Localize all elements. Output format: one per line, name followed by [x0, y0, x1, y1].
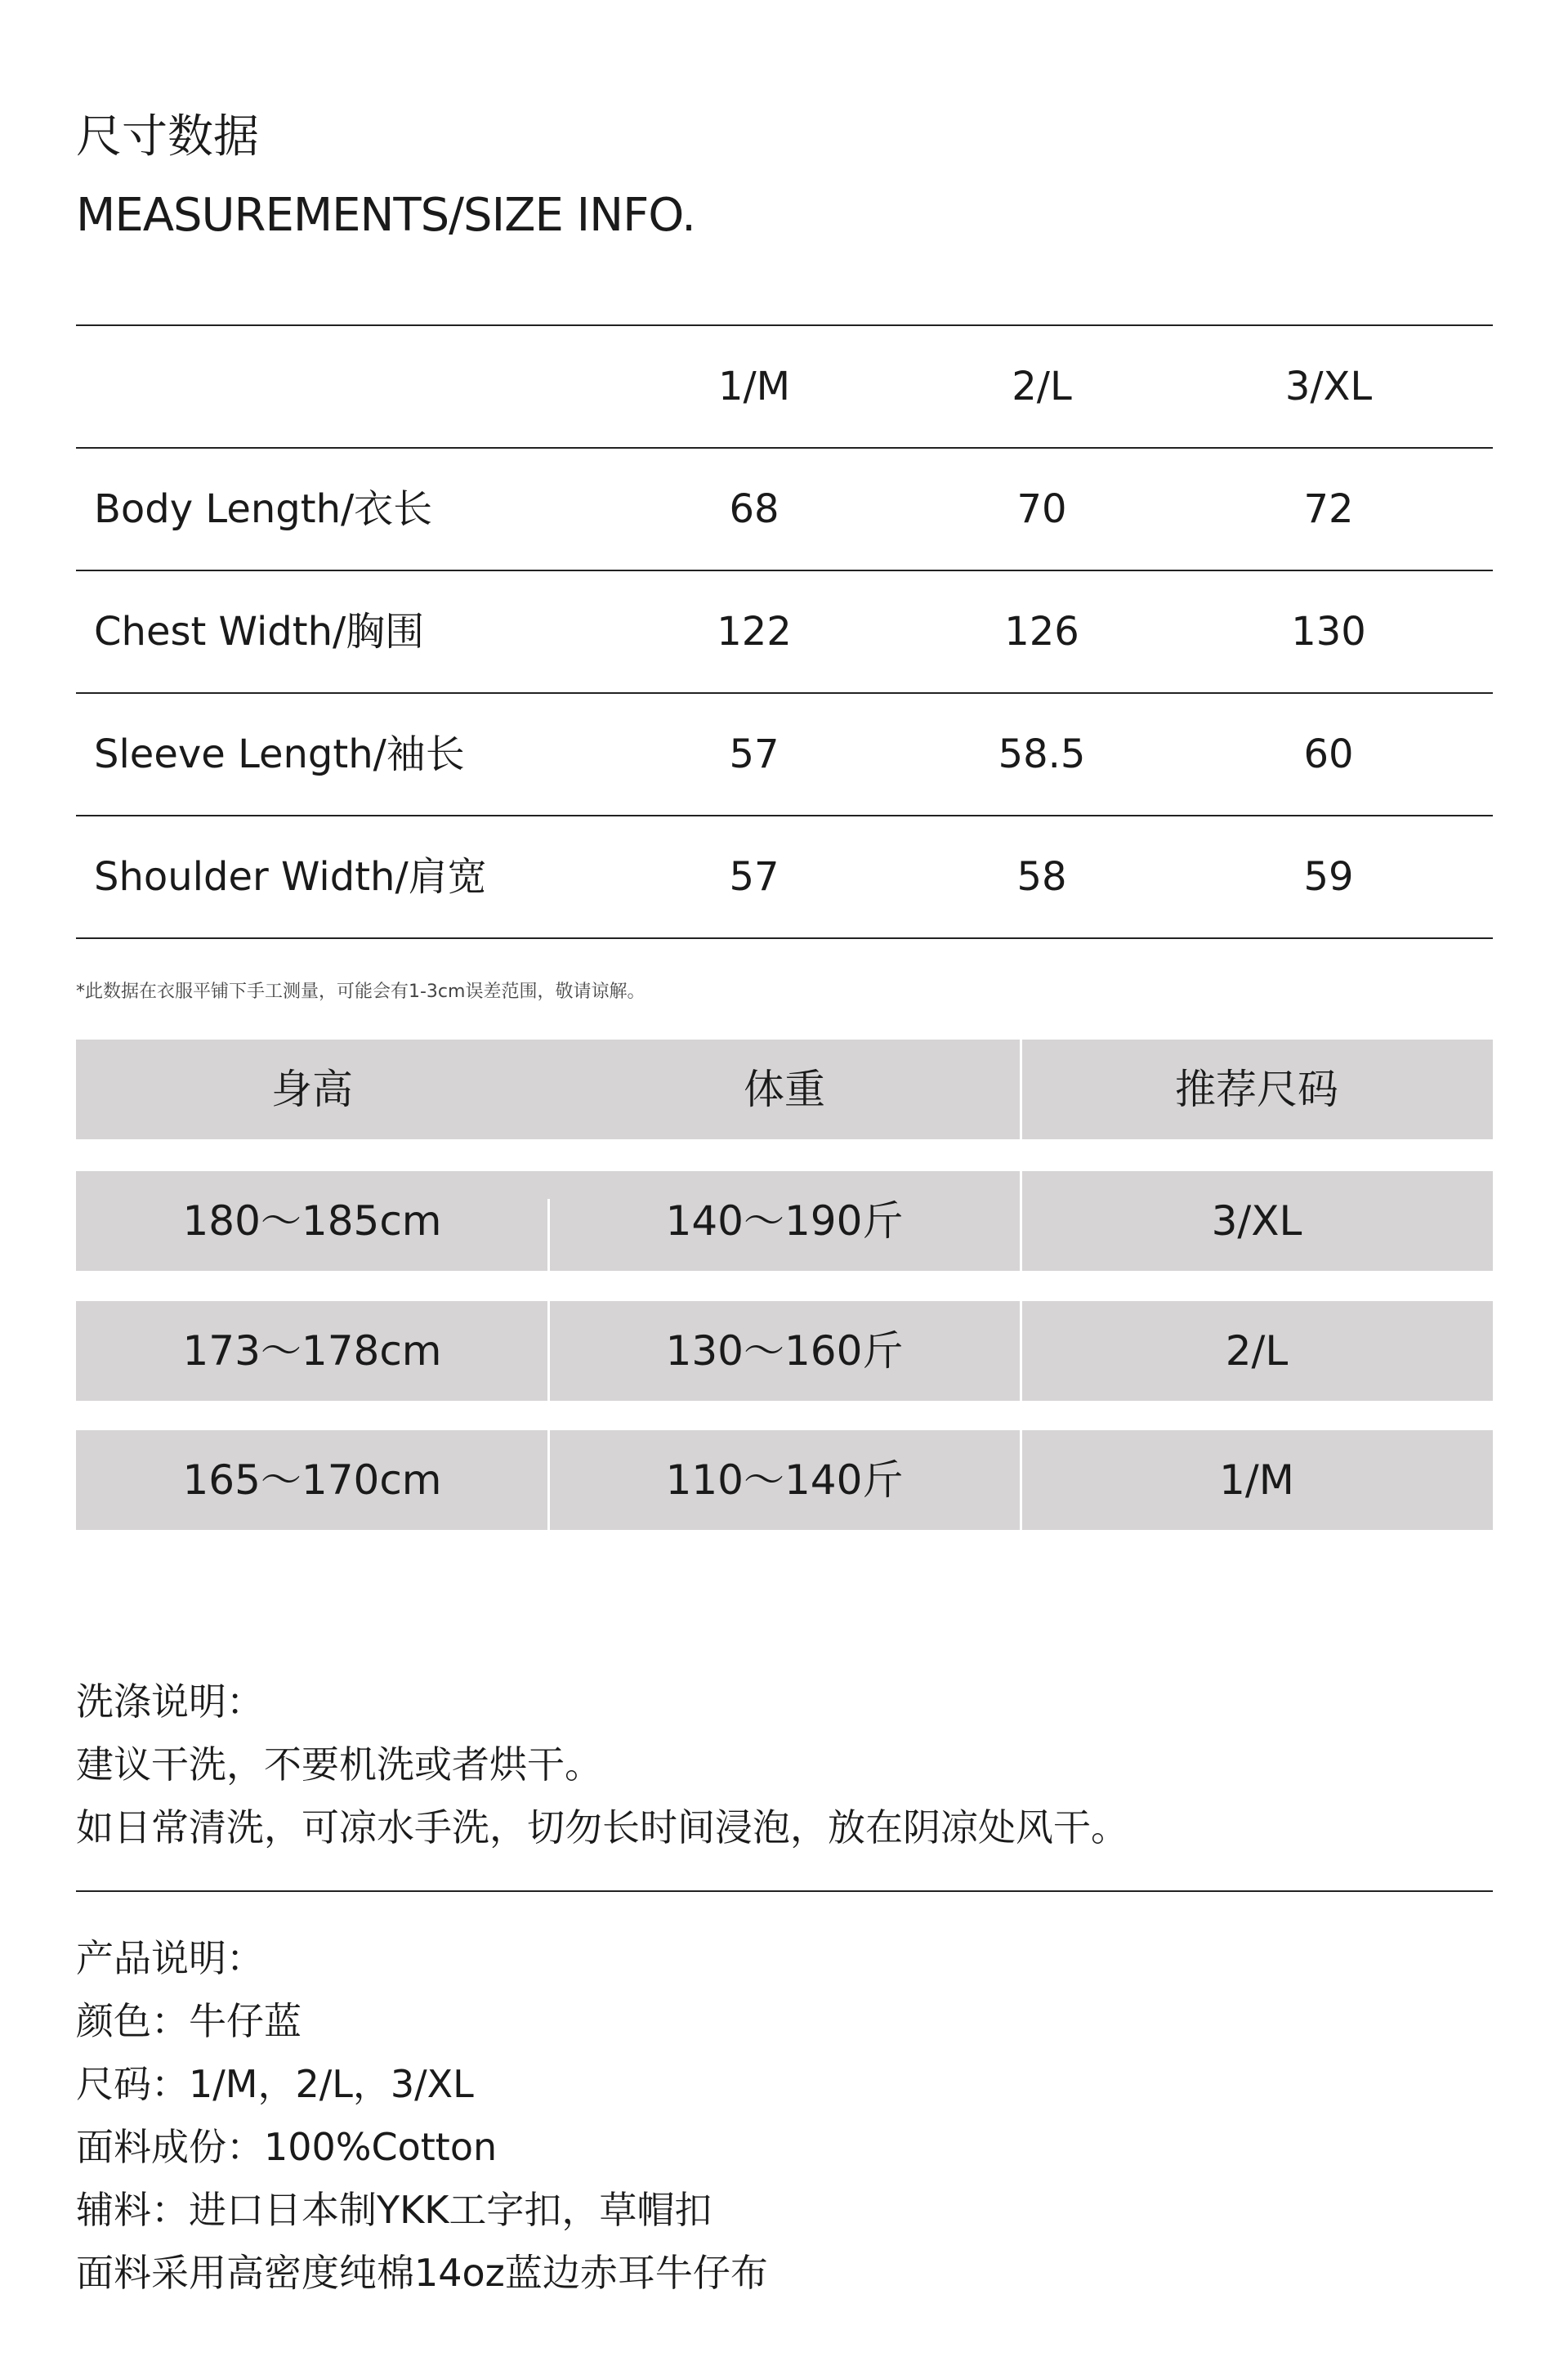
product-color: 颜色：牛仔蓝 [76, 1999, 302, 2043]
cell-size: 1/M [1219, 1456, 1294, 1504]
row-label: Chest Width/胸围 [94, 609, 425, 655]
cell-value: 60 [1303, 731, 1354, 777]
cell-height: 165～170cm [182, 1456, 442, 1504]
washing-line: 如日常清洗，可凉水手洗，切勿长时间浸泡，放在阴凉处风干。 [76, 1805, 1128, 1849]
recommend-header-row [76, 1040, 1493, 1139]
header-recommended-size: 推荐尺码 [1175, 1066, 1338, 1113]
divider [1020, 1171, 1022, 1271]
cell-value: 59 [1303, 854, 1354, 900]
header-height: 身高 [271, 1066, 353, 1113]
divider [547, 1301, 550, 1401]
washing-heading: 洗涤说明： [76, 1679, 264, 1724]
recommend-row [76, 1171, 1493, 1271]
measurement-header-row [76, 324, 1493, 447]
size-header-1m: 1/M [717, 364, 791, 409]
section-divider [76, 1890, 1493, 1892]
measurement-row-shoulder-width [76, 815, 1493, 939]
product-fabric: 面料成份：100%Cotton [76, 2125, 498, 2169]
cell-value: 58.5 [998, 731, 1086, 777]
row-label: Sleeve Length/袖长 [94, 731, 465, 777]
cell-value: 68 [729, 486, 780, 532]
cell-value: 126 [1004, 609, 1079, 655]
product-sizes: 尺码：1/M，2/L，3/XL [76, 2062, 474, 2106]
size-header-3xl: 3/XL [1284, 364, 1373, 409]
divider [1020, 1040, 1022, 1139]
washing-instructions [76, 1670, 1128, 1859]
cell-height: 173～178cm [182, 1327, 442, 1375]
product-fabric-detail: 面料采用高密度纯棉14oz蓝边赤耳牛仔布 [76, 2251, 768, 2295]
header-weight: 体重 [744, 1066, 825, 1113]
cell-value: 57 [729, 854, 780, 900]
cell-weight: 130～160斤 [665, 1327, 904, 1375]
divider [547, 1199, 550, 1271]
cell-value: 130 [1291, 609, 1366, 655]
recommend-row [76, 1301, 1493, 1401]
washing-line: 建议干洗，不要机洗或者烘干。 [76, 1742, 602, 1787]
divider [1020, 1301, 1022, 1401]
cell-value: 70 [1016, 486, 1067, 532]
measurement-note: *此数据在衣服平铺下手工测量，可能会有1-3cm误差范围，敬请谅解。 [76, 982, 646, 1002]
row-label: Shoulder Width/肩宽 [94, 854, 487, 900]
page-title-cn: 尺寸数据 [76, 110, 259, 163]
product-accessories: 辅料：进口日本制YKK工字扣，草帽扣 [76, 2188, 713, 2232]
cell-value: 58 [1016, 854, 1067, 900]
product-heading: 产品说明： [76, 1936, 264, 1980]
divider [547, 1430, 550, 1530]
measurement-row-body-length [76, 447, 1493, 570]
measurement-table [76, 324, 1493, 939]
divider [1020, 1430, 1022, 1530]
cell-weight: 110～140斤 [665, 1456, 904, 1504]
size-header-2l: 2/L [1012, 364, 1072, 409]
row-label: Body Length/衣长 [94, 486, 433, 532]
measurement-row-sleeve-length [76, 692, 1493, 815]
cell-weight: 140～190斤 [665, 1197, 904, 1245]
cell-size: 2/L [1225, 1327, 1289, 1375]
measurement-row-chest-width [76, 570, 1493, 692]
product-description [76, 1927, 768, 2305]
cell-value: 72 [1303, 486, 1354, 532]
page-title-en: MEASUREMENTS/SIZE INFO. [76, 189, 695, 242]
recommend-row [76, 1430, 1493, 1530]
cell-value: 57 [729, 731, 780, 777]
cell-size: 3/XL [1211, 1197, 1302, 1245]
cell-height: 180～185cm [182, 1197, 442, 1245]
cell-value: 122 [717, 609, 792, 655]
